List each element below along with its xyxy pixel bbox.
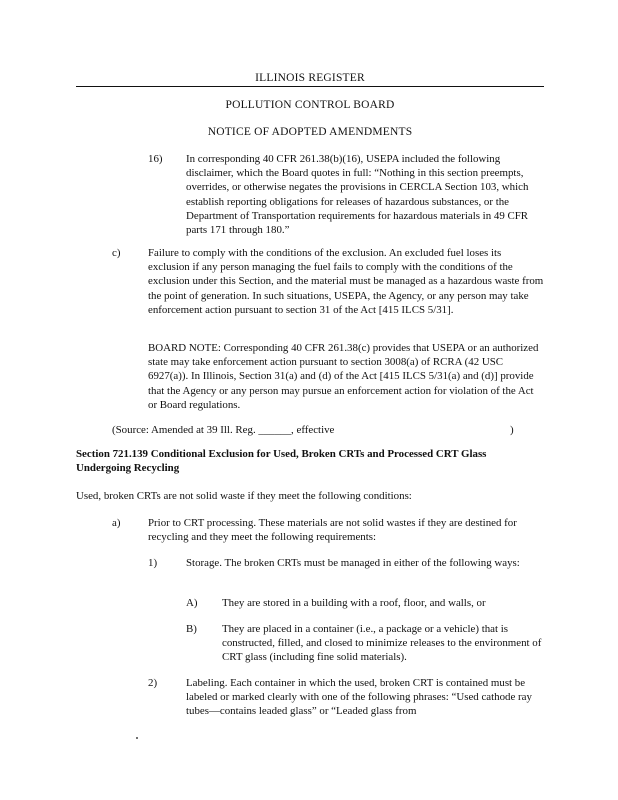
source-close-paren: )	[510, 424, 514, 436]
item-a1-label: 1)	[148, 557, 158, 569]
item-a2-label: 2)	[148, 677, 158, 689]
item-a-text: Prior to CRT processing. These materials are not solid wastes if they are destined for recycling and they meet the following requirements:	[148, 517, 517, 544]
header-rule	[76, 86, 544, 87]
item-aB-label: B)	[186, 623, 197, 635]
item-c-text: Failure to comply with the conditions of the exclusion. An excluded fuel loses its exclusion if any person managing the fuel fails to comply with the conditions of the exclusion under this Section, and the material must be managed as a hazardous waste from the point of generation. In such situations, USEPA, the Agency, or any person may take enforcement action pursuant to section 31 of the Act [415 ILCS 5/31].	[148, 247, 544, 316]
register-title: ILLINOIS REGISTER	[255, 72, 365, 84]
notice-title: NOTICE OF ADOPTED AMENDMENTS	[207, 126, 413, 138]
board-title: POLLUTION CONTROL BOARD	[225, 99, 395, 111]
source-note: (Source: Amended at 39 Ill. Reg. ______, effective	[112, 424, 335, 436]
section-intro: Used, broken CRTs are not solid waste if they meet the following conditions:	[76, 490, 412, 502]
scan-speck	[136, 737, 138, 739]
item-a1-text: Storage. The broken CRTs must be managed in either of the following ways:	[186, 557, 520, 569]
item-a2-text: Labeling. Each container in which the used, broken CRT is contained must be labeled or marked clearly with one of the following phrases: “Used cathode ray tubes—contains leaded glass” or “Leaded glass from	[186, 677, 532, 718]
item-aA-text: They are stored in a building with a roof, floor, and walls, or	[222, 597, 486, 609]
item-aA-label: A)	[186, 597, 198, 609]
section-heading: Section 721.139 Conditional Exclusion for Used, Broken CRTs and Processed CRT Glass Undergoing Recycling	[76, 448, 487, 475]
item-c-label: c)	[112, 247, 121, 259]
item-16-text: In corresponding 40 CFR 261.38(b)(16), USEPA included the following disclaimer, which the Board quotes in full: “Nothing in this section preempts, overrides, or otherwise negates the provisions in CERCLA Section 103, which establish reporting obligations for releases of hazardous substances, or the Department of Transportation requirements for hazardous materials in 49 CFR parts 171 through 180.”	[186, 153, 529, 237]
item-a-label: a)	[112, 517, 121, 529]
item-16-label: 16)	[148, 153, 163, 165]
board-note: BOARD NOTE: Corresponding 40 CFR 261.38(c) provides that USEPA or an authorized state may take enforcement action pursuant to section 3008(a) of RCRA (42 USC 6927(a)). In Illinois, Section 31(a) and (d) of the Act [415 ILCS 5/31(a) and (d)] provide that the Agency or any person may pursue an enforcement action for violation of the Act or Board regulations.	[148, 342, 539, 411]
item-aB-text: They are placed in a container (i.e., a package or a vehicle) that is constructed, filled, and closed to minimize releases to the environment of CRT glass (including fine solid materials).	[222, 623, 542, 664]
